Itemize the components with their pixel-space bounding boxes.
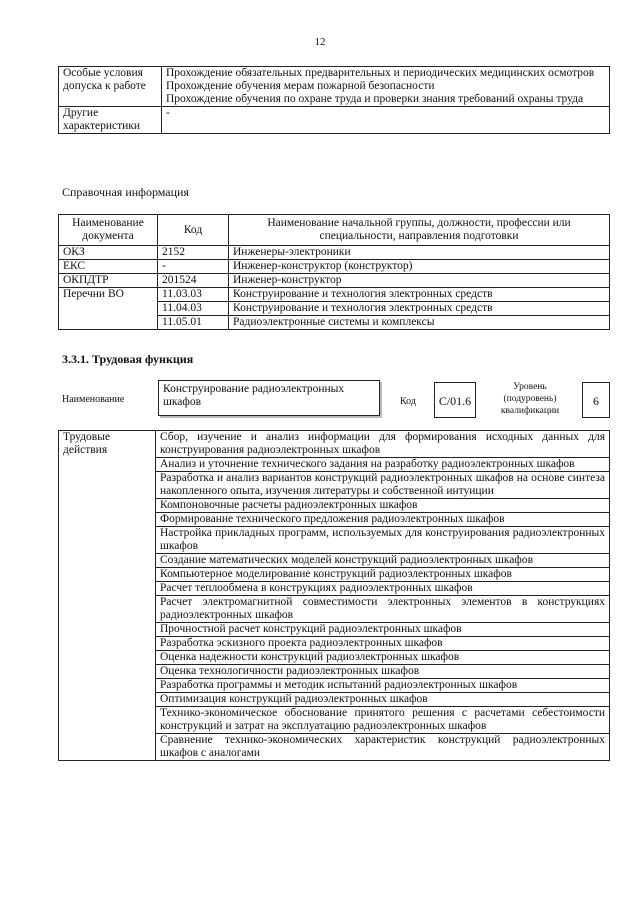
labor-actions-label: Трудовые действия — [59, 431, 156, 761]
cell-code: 201524 — [158, 274, 229, 288]
labor-action: Оценка надежности конструкций радиоэлектронных шкафов — [156, 651, 610, 665]
cell-doc: ОКЗ — [59, 246, 158, 260]
section-title: 3.3.1. Трудовая функция — [62, 352, 194, 366]
code-box: С/01.6 — [434, 382, 476, 418]
qualification-level-label: Уровень (подуровень) квалификации — [500, 382, 560, 416]
cell-name: Инженер-конструктор — [229, 274, 610, 288]
labor-action: Технико-экономическое обоснование принятого решения с расчетами себестоимости конструкций и затрат на эксплуатацию радиоэлектронных шкафов — [156, 707, 610, 734]
header-code: Код — [158, 215, 229, 246]
table-row — [59, 246, 610, 260]
labor-action: Расчет электромагнитной совместимости электронных элементов в конструкциях радиоэлектронных шкафов — [156, 596, 610, 623]
cell-doc: ОКПДТР — [59, 274, 158, 288]
labor-action: Компьютерное моделирование конструкций радиоэлектронных шкафов — [156, 568, 610, 582]
labor-action: Сравнение технико-экономических характеристик конструкций радиоэлектронных шкафов с аналогами — [156, 734, 610, 761]
labor-action: Расчет теплообмена в конструкциях радиоэлектронных шкафов — [156, 582, 610, 596]
cell-code: 11.04.03 — [158, 302, 229, 316]
labor-action: Прочностной расчет конструкций радиоэлектронных шкафов — [156, 623, 610, 637]
table-row — [59, 431, 610, 458]
row-label: Другие характеристики — [59, 107, 162, 134]
condition-line: Прохождение обучения по охране труда и проверки знания требований охраны труда — [166, 93, 584, 105]
row-label: Особые условия допуска к работе — [59, 67, 162, 107]
function-name-box: Конструирование радиоэлектронных шкафов — [158, 380, 380, 416]
labor-action: Настройка прикладных программ, используемых для конструирования радиоэлектронных шкафов — [156, 527, 610, 554]
cell-code: 2152 — [158, 246, 229, 260]
labor-action: Разработка программы и методик испытаний радиоэлектронных шкафов — [156, 679, 610, 693]
table-header-row — [59, 215, 610, 246]
condition-line: - — [166, 107, 170, 119]
labor-action: Сбор, изучение и анализ информации для формирования исходных данных для конструирования радиоэлектронных шкафов — [156, 431, 610, 458]
name-label: Наименование — [62, 394, 125, 405]
cell-code: - — [158, 260, 229, 274]
labor-action: Создание математических моделей конструкций радиоэлектронных шкафов — [156, 554, 610, 568]
page-number: 12 — [314, 36, 326, 48]
reference-info-title: Справочная информация — [62, 185, 189, 199]
row-value — [162, 67, 610, 107]
labor-action: Формирование технического предложения радиоэлектронных шкафов — [156, 513, 610, 527]
table-row — [59, 274, 610, 288]
labor-action: Оценка технологичности радиоэлектронных шкафов — [156, 665, 610, 679]
cell-name: Конструирование и технология электронных средств — [229, 302, 610, 316]
cell-name: Инженеры-электроники — [229, 246, 610, 260]
condition-line: Прохождение обучения мерам пожарной безопасности — [166, 80, 435, 92]
labor-action: Разработка эскизного проекта радиоэлектронных шкафов — [156, 637, 610, 651]
header-doc: Наименование документа — [59, 215, 158, 246]
cell-code: 11.05.01 — [158, 316, 229, 330]
cell-code: 11.03.03 — [158, 288, 229, 302]
table-row — [59, 107, 610, 134]
labor-action: Разработка и анализ вариантов конструкций радиоэлектронных шкафов на основе синтеза накопленного опыта, изучения литературы и собственной интуиции — [156, 472, 610, 499]
table-row — [59, 67, 610, 107]
condition-line: Прохождение обязательных предварительных и периодических медицинских осмотров — [166, 67, 595, 79]
table-row — [59, 260, 610, 274]
reference-info-table — [58, 214, 610, 330]
cell-name: Инженер-конструктор (конструктор) — [229, 260, 610, 274]
cell-name: Радиоэлектронные системы и комплексы — [229, 316, 610, 330]
header-name: Наименование начальной группы, должности, профессии или специальности, направления подготовки — [229, 215, 610, 246]
table-row — [59, 288, 610, 302]
cell-name: Конструирование и технология электронных средств — [229, 288, 610, 302]
labor-action: Оптимизация конструкций радиоэлектронных шкафов — [156, 693, 610, 707]
labor-action: Анализ и уточнение технического задания на разработку радиоэлектронных шкафов — [156, 458, 610, 472]
labor-action: Компоновочные расчеты радиоэлектронных шкафов — [156, 499, 610, 513]
row-value — [162, 107, 610, 134]
code-label: Код — [400, 396, 416, 407]
admission-conditions-table — [58, 66, 610, 134]
qualification-level-box: 6 — [582, 382, 610, 418]
labor-actions-table — [58, 430, 610, 761]
cell-doc: ЕКС — [59, 260, 158, 274]
cell-doc: Перечни ВО — [59, 288, 158, 330]
